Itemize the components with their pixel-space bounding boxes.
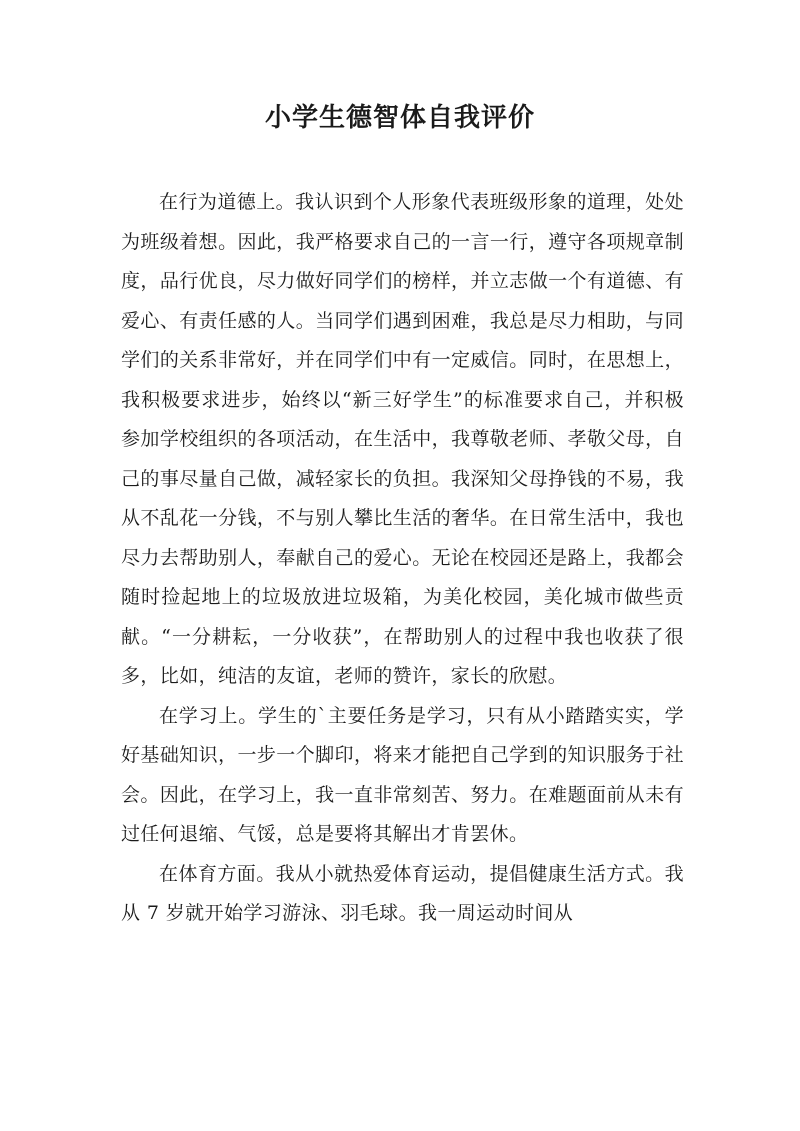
paragraph-conduct: 在行为道德上。我认识到个人形象代表班级形象的道理，处处为班级着想。因此，我严格要求自己的一言一行，遵守各项规章制度，品行优良，尽力做好同学们的榜样，并立志做一个有道德、有爱心、有责任感的人。当同学们遇到困难，我总是尽力相助，与同学们的关系非常好，并在同学们中有一定威信。同时，在思想上，我积极要求进步，始终以“新三好学生”的标准要求自己，并积极参加学校组织的各项活动，在生活中，我尊敬老师、孝敬父母，自己的事尽量自己做，减轻家长的负担。我深知父母挣钱的不易，我从不乱花一分钱，不与别人攀比生活的奢华。在日常生活中，我也尽力去帮助别人，奉献自己的爱心。无论在校园还是路上，我都会随时捡起地上的垃圾放进垃圾箱，为美化校园，美化城市做些贡献。“一分耕耘，一分收获”，在帮助别人的过程中我也收获了很多，比如，纯洁的友谊，老师的赞许，家长的欣慰。 [121, 191, 684, 687]
paragraph-study: 在学习上。学生的`主要任务是学习，只有从小踏踏实实，学好基础知识，一步一个脚印，将来才能把自己学到的知识服务于社会。因此，在学习上，我一直非常刻苦、努力。在难题面前从未有过任何退缩、气馁，总是要将其解出才肯罢休。 [121, 704, 684, 845]
document-body [121, 183, 684, 934]
document-title: 小学生德智体自我评价 [264, 103, 535, 133]
paragraph-sports: 在体育方面。我从小就热爱体育运动，提倡健康生活方式。我从 7 岁就开始学习游泳、羽毛球。我一周运动时间从 [121, 862, 684, 924]
